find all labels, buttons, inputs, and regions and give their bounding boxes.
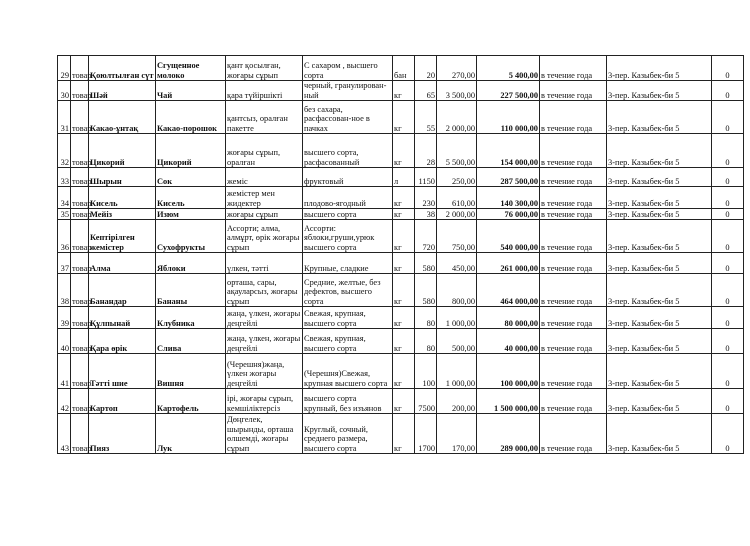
cell-unit: л bbox=[393, 168, 415, 187]
cell-unit-price: 170,00 bbox=[437, 414, 477, 454]
cell-name-kazakh: Кептірілген жемістер bbox=[89, 220, 156, 253]
cell-name-kazakh: Банандар bbox=[89, 274, 156, 307]
cell-delivery-address: 3-пер. Казыбек-би 5 bbox=[607, 220, 712, 253]
cell-name-kazakh: Какао-ұнтақ bbox=[89, 101, 156, 134]
cell-name-kazakh: Қоюлтылған сүт bbox=[89, 56, 156, 81]
cell-item-type: товар bbox=[71, 274, 89, 307]
table-row bbox=[58, 168, 744, 187]
cell-name-russian: Бананы bbox=[156, 274, 226, 307]
cell-row-number: 43 bbox=[58, 414, 71, 454]
cell-unit-price: 2 000,00 bbox=[437, 101, 477, 134]
cell-delivery-term: в течение года bbox=[540, 209, 607, 220]
cell-delivery-address: 3-пер. Казыбек-би 5 bbox=[607, 81, 712, 101]
cell-name-russian: Цикорий bbox=[156, 134, 226, 168]
cell-quantity: 580 bbox=[415, 253, 437, 274]
cell-extra-value: 0 bbox=[712, 354, 744, 389]
cell-row-number: 42 bbox=[58, 389, 71, 414]
cell-description-russian: С сахаром , высшего сорта bbox=[303, 56, 393, 81]
cell-row-number: 39 bbox=[58, 307, 71, 329]
cell-item-type: товар bbox=[71, 329, 89, 354]
cell-total-sum: 5 400,00 bbox=[477, 56, 540, 81]
cell-name-russian: Какао-порошок bbox=[156, 101, 226, 134]
cell-unit: кг bbox=[393, 389, 415, 414]
cell-description-kazakh: Дөңгелек, шырынды, орташа өлшемді, жоғары сұрып bbox=[226, 414, 303, 454]
table-row bbox=[58, 274, 744, 307]
cell-description-russian: Свежая, крупная, высшего сорта bbox=[303, 329, 393, 354]
cell-extra-value: 0 bbox=[712, 134, 744, 168]
cell-quantity: 20 bbox=[415, 56, 437, 81]
cell-description-kazakh: (Черешня)жаңа, үлкен жоғары деңгейлі bbox=[226, 354, 303, 389]
cell-unit-price: 450,00 bbox=[437, 253, 477, 274]
cell-description-kazakh: жоғары сұрып bbox=[226, 209, 303, 220]
cell-name-russian: Изюм bbox=[156, 209, 226, 220]
cell-name-russian: Кисель bbox=[156, 187, 226, 209]
cell-delivery-term: в течение года bbox=[540, 329, 607, 354]
cell-delivery-address: 3-пер. Казыбек-би 5 bbox=[607, 307, 712, 329]
cell-delivery-address: 3-пер. Казыбек-би 5 bbox=[607, 354, 712, 389]
cell-delivery-address: 3-пер. Казыбек-би 5 bbox=[607, 253, 712, 274]
cell-description-kazakh: орташа, сары, ақауларсыз, жоғары сұрып bbox=[226, 274, 303, 307]
table-row bbox=[58, 209, 744, 220]
cell-delivery-term: в течение года bbox=[540, 354, 607, 389]
cell-quantity: 100 bbox=[415, 354, 437, 389]
cell-unit: кг bbox=[393, 220, 415, 253]
cell-item-type: товар bbox=[71, 187, 89, 209]
cell-quantity: 65 bbox=[415, 81, 437, 101]
cell-name-kazakh: Шәй bbox=[89, 81, 156, 101]
cell-name-russian: Сухофрукты bbox=[156, 220, 226, 253]
cell-description-kazakh: қара түйіршікті bbox=[226, 81, 303, 101]
cell-delivery-term: в течение года bbox=[540, 134, 607, 168]
cell-extra-value: 0 bbox=[712, 220, 744, 253]
cell-description-russian: Средние, желтые, без дефектов, высшего сорта bbox=[303, 274, 393, 307]
cell-extra-value: 0 bbox=[712, 329, 744, 354]
cell-description-russian: Крупные, сладкие bbox=[303, 253, 393, 274]
cell-delivery-address: 3-пер. Казыбек-би 5 bbox=[607, 414, 712, 454]
cell-delivery-term: в течение года bbox=[540, 389, 607, 414]
cell-unit-price: 3 500,00 bbox=[437, 81, 477, 101]
cell-description-russian: Свежая, крупная, высшего сорта bbox=[303, 307, 393, 329]
cell-unit-price: 750,00 bbox=[437, 220, 477, 253]
cell-total-sum: 227 500,00 bbox=[477, 81, 540, 101]
cell-total-sum: 289 000,00 bbox=[477, 414, 540, 454]
cell-item-type: товар bbox=[71, 81, 89, 101]
table-row bbox=[58, 56, 744, 81]
cell-row-number: 32 bbox=[58, 134, 71, 168]
cell-extra-value: 0 bbox=[712, 168, 744, 187]
cell-name-kazakh: Алма bbox=[89, 253, 156, 274]
cell-unit-price: 500,00 bbox=[437, 329, 477, 354]
cell-item-type: товар bbox=[71, 168, 89, 187]
cell-unit: кг bbox=[393, 354, 415, 389]
cell-total-sum: 110 000,00 bbox=[477, 101, 540, 134]
cell-unit: кг bbox=[393, 414, 415, 454]
cell-row-number: 29 bbox=[58, 56, 71, 81]
cell-total-sum: 100 000,00 bbox=[477, 354, 540, 389]
cell-row-number: 36 bbox=[58, 220, 71, 253]
cell-delivery-term: в течение года bbox=[540, 81, 607, 101]
cell-description-kazakh: қант қосылған, жоғары сұрып bbox=[226, 56, 303, 81]
cell-unit-price: 200,00 bbox=[437, 389, 477, 414]
cell-delivery-address: 3-пер. Казыбек-би 5 bbox=[607, 101, 712, 134]
cell-name-russian: Вишня bbox=[156, 354, 226, 389]
cell-unit-price: 800,00 bbox=[437, 274, 477, 307]
cell-delivery-term: в течение года bbox=[540, 101, 607, 134]
cell-delivery-address: 3-пер. Казыбек-би 5 bbox=[607, 56, 712, 81]
cell-delivery-term: в течение года bbox=[540, 56, 607, 81]
table-body bbox=[58, 56, 744, 454]
cell-description-russian: (Черешня)Свежая, крупная высшего сорта bbox=[303, 354, 393, 389]
cell-name-russian: Слива bbox=[156, 329, 226, 354]
cell-item-type: товар bbox=[71, 220, 89, 253]
cell-delivery-address: 3-пер. Казыбек-би 5 bbox=[607, 329, 712, 354]
cell-name-russian: Чай bbox=[156, 81, 226, 101]
cell-total-sum: 464 000,00 bbox=[477, 274, 540, 307]
cell-description-russian: высшего сорта крупный, без изъянов bbox=[303, 389, 393, 414]
cell-total-sum: 261 000,00 bbox=[477, 253, 540, 274]
cell-description-kazakh: жаңа, үлкен, жоғары деңгейлі bbox=[226, 329, 303, 354]
cell-description-russian: без сахара, расфассован-ное в пачках bbox=[303, 101, 393, 134]
cell-item-type: товар bbox=[71, 101, 89, 134]
cell-unit: кг bbox=[393, 274, 415, 307]
cell-unit-price: 610,00 bbox=[437, 187, 477, 209]
cell-description-russian: черный, гранулирован-ный bbox=[303, 81, 393, 101]
cell-description-kazakh: жоғары сұрып, оралған bbox=[226, 134, 303, 168]
cell-description-kazakh: үлкен, тәтті bbox=[226, 253, 303, 274]
cell-extra-value: 0 bbox=[712, 56, 744, 81]
cell-item-type: товар bbox=[71, 56, 89, 81]
cell-unit: бан bbox=[393, 56, 415, 81]
cell-delivery-term: в течение года bbox=[540, 414, 607, 454]
cell-row-number: 41 bbox=[58, 354, 71, 389]
cell-quantity: 80 bbox=[415, 307, 437, 329]
cell-unit-price: 2 000,00 bbox=[437, 209, 477, 220]
cell-quantity: 1700 bbox=[415, 414, 437, 454]
cell-total-sum: 140 300,00 bbox=[477, 187, 540, 209]
cell-description-kazakh: ірі, жоғары сұрып, кемшіліктерсіз bbox=[226, 389, 303, 414]
cell-description-kazakh: Ассорти; алма, алмұрт, өрік жоғары сұрып bbox=[226, 220, 303, 253]
cell-name-kazakh: Құлпынай bbox=[89, 307, 156, 329]
cell-name-russian: Лук bbox=[156, 414, 226, 454]
cell-name-russian: Клубника bbox=[156, 307, 226, 329]
cell-name-kazakh: Кисель bbox=[89, 187, 156, 209]
cell-unit: кг bbox=[393, 187, 415, 209]
cell-quantity: 38 bbox=[415, 209, 437, 220]
cell-unit: кг bbox=[393, 307, 415, 329]
cell-quantity: 1150 bbox=[415, 168, 437, 187]
cell-description-russian: Круглый, сочный, среднего размера, высшего сорта bbox=[303, 414, 393, 454]
cell-delivery-address: 3-пер. Казыбек-би 5 bbox=[607, 209, 712, 220]
cell-delivery-term: в течение года bbox=[540, 274, 607, 307]
cell-name-kazakh: Шырын bbox=[89, 168, 156, 187]
cell-total-sum: 40 000,00 bbox=[477, 329, 540, 354]
cell-row-number: 37 bbox=[58, 253, 71, 274]
cell-description-russian: фруктовый bbox=[303, 168, 393, 187]
cell-quantity: 580 bbox=[415, 274, 437, 307]
cell-description-kazakh: жеміс bbox=[226, 168, 303, 187]
cell-quantity: 230 bbox=[415, 187, 437, 209]
cell-name-kazakh: Цикорий bbox=[89, 134, 156, 168]
cell-row-number: 38 bbox=[58, 274, 71, 307]
cell-name-russian: Сок bbox=[156, 168, 226, 187]
cell-delivery-address: 3-пер. Казыбек-би 5 bbox=[607, 134, 712, 168]
table-row bbox=[58, 329, 744, 354]
cell-extra-value: 0 bbox=[712, 81, 744, 101]
cell-name-kazakh: Пияз bbox=[89, 414, 156, 454]
cell-unit-price: 1 000,00 bbox=[437, 354, 477, 389]
cell-item-type: товар bbox=[71, 354, 89, 389]
cell-delivery-term: в течение года bbox=[540, 220, 607, 253]
cell-description-kazakh: жемістер мен жидектер bbox=[226, 187, 303, 209]
table-row bbox=[58, 307, 744, 329]
cell-quantity: 7500 bbox=[415, 389, 437, 414]
cell-name-kazakh: Қара өрік bbox=[89, 329, 156, 354]
table-row bbox=[58, 134, 744, 168]
cell-delivery-address: 3-пер. Казыбек-би 5 bbox=[607, 187, 712, 209]
cell-quantity: 720 bbox=[415, 220, 437, 253]
cell-delivery-term: в течение года bbox=[540, 187, 607, 209]
table-row bbox=[58, 253, 744, 274]
cell-unit: кг bbox=[393, 253, 415, 274]
table-row bbox=[58, 354, 744, 389]
cell-row-number: 30 bbox=[58, 81, 71, 101]
cell-delivery-term: в течение года bbox=[540, 168, 607, 187]
cell-description-russian: высшего сорта bbox=[303, 209, 393, 220]
procurement-table bbox=[57, 55, 744, 454]
cell-name-russian: Сгущенное молоко bbox=[156, 56, 226, 81]
cell-name-kazakh: Мейіз bbox=[89, 209, 156, 220]
cell-unit-price: 5 500,00 bbox=[437, 134, 477, 168]
table-row bbox=[58, 389, 744, 414]
cell-item-type: товар bbox=[72, 209, 92, 219]
cell-delivery-address: 3-пер. Казыбек-би 5 bbox=[607, 274, 712, 307]
cell-extra-value: 0 bbox=[712, 307, 744, 329]
cell-unit: кг bbox=[393, 329, 415, 354]
cell-item-type: товар bbox=[71, 253, 89, 274]
cell-total-sum: 1 500 000,00 bbox=[477, 389, 540, 414]
cell-unit: кг bbox=[393, 101, 415, 134]
cell-item-type: товар bbox=[71, 307, 89, 329]
table-row bbox=[58, 187, 744, 209]
cell-quantity: 80 bbox=[415, 329, 437, 354]
cell-name-kazakh: Тәтті шие bbox=[89, 354, 156, 389]
cell-row-number: 33 bbox=[58, 168, 71, 187]
table-row bbox=[58, 101, 744, 134]
cell-row-number: 31 bbox=[58, 101, 71, 134]
cell-name-kazakh: Картоп bbox=[89, 389, 156, 414]
cell-extra-value: 0 bbox=[712, 187, 744, 209]
cell-extra-value: 0 bbox=[712, 101, 744, 134]
cell-extra-value: 0 bbox=[712, 414, 744, 454]
cell-quantity: 28 bbox=[415, 134, 437, 168]
cell-delivery-term: в течение года bbox=[540, 253, 607, 274]
cell-description-kazakh: жаңа, үлкен, жоғары деңгейлі bbox=[226, 307, 303, 329]
cell-row-number: 40 bbox=[58, 329, 71, 354]
cell-quantity: 55 bbox=[415, 101, 437, 134]
cell-description-russian: плодово-ягодный bbox=[303, 187, 393, 209]
cell-description-russian: Ассорти: яблоки,груши,урюк высшего сорта bbox=[303, 220, 393, 253]
cell-delivery-term: в течение года bbox=[540, 307, 607, 329]
cell-item-type: товар bbox=[71, 414, 89, 454]
cell-extra-value: 0 bbox=[712, 253, 744, 274]
table-row bbox=[58, 220, 744, 253]
cell-row-number: 34 bbox=[58, 187, 71, 209]
cell-extra-value: 0 bbox=[712, 274, 744, 307]
cell-unit: кг bbox=[393, 81, 415, 101]
cell-description-kazakh: қантсыз, оралған пакетте bbox=[226, 101, 303, 134]
cell-unit: кг bbox=[393, 134, 415, 168]
cell-unit: кг bbox=[393, 209, 415, 220]
cell-row-number: 35 bbox=[58, 209, 71, 220]
cell-total-sum: 80 000,00 bbox=[477, 307, 540, 329]
table-row bbox=[58, 81, 744, 101]
table-row bbox=[58, 414, 744, 454]
cell-unit-price: 1 000,00 bbox=[437, 307, 477, 329]
cell-total-sum: 154 000,00 bbox=[477, 134, 540, 168]
cell-extra-value: 0 bbox=[712, 389, 744, 414]
cell-unit-price: 250,00 bbox=[437, 168, 477, 187]
cell-item-type: товар bbox=[71, 389, 89, 414]
cell-description-russian: высшего сорта, расфасованный bbox=[303, 134, 393, 168]
cell-extra-value: 0 bbox=[712, 209, 744, 220]
cell-total-sum: 76 000,00 bbox=[477, 209, 540, 220]
cell-unit-price: 270,00 bbox=[437, 56, 477, 81]
cell-name-russian: Яблоки bbox=[156, 253, 226, 274]
cell-total-sum: 540 000,00 bbox=[477, 220, 540, 253]
cell-delivery-address: 3-пер. Казыбек-би 5 bbox=[607, 168, 712, 187]
cell-delivery-address: 3-пер. Казыбек-би 5 bbox=[607, 389, 712, 414]
cell-item-type: товар bbox=[71, 134, 89, 168]
cell-name-russian: Картофель bbox=[156, 389, 226, 414]
cell-total-sum: 287 500,00 bbox=[477, 168, 540, 187]
